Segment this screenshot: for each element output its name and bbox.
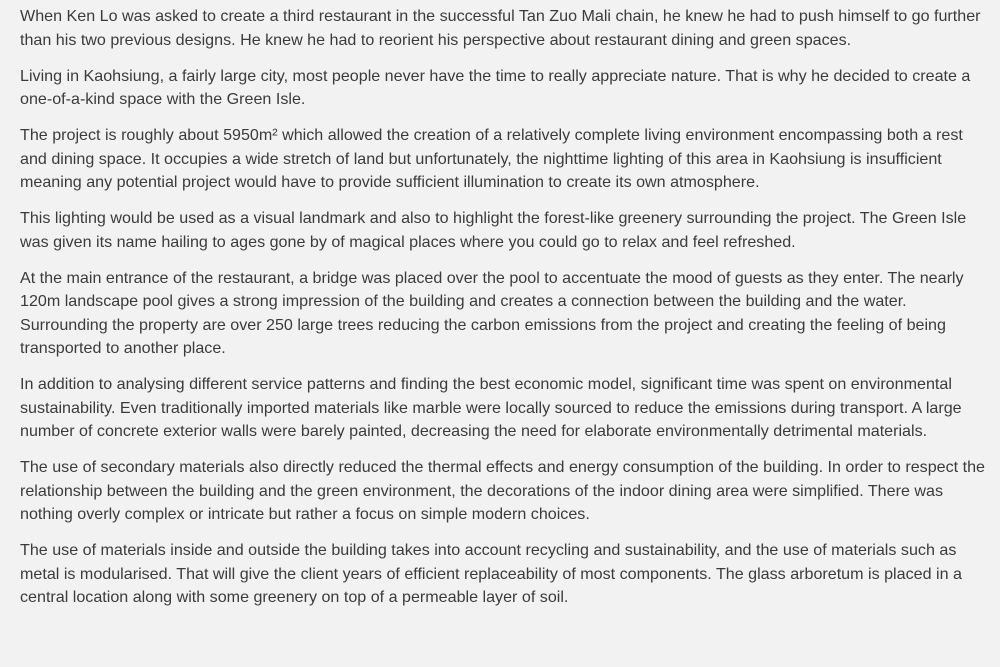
article-paragraph-8: The use of materials inside and outside the building takes into account recycling and sustainability, and the use of materials such as metal is modularised. That will give the client years of efficient replaceability of most components. The glass arboretum is placed in a central location along with some greenery on top of a permeable layer of soil. — [20, 541, 962, 606]
article-paragraph-6: In addition to analysing different service patterns and finding the best economic model, significant time was spent on environmental sustainability. Even traditionally imported materials like marble were locally sourced to reduce the emissions during transport. A large number of concrete exterior walls were barely painted, decreasing the need for elaborate environmentally detrimental materials. — [20, 375, 962, 440]
article-paragraph-2: Living in Kaohsiung, a fairly large city, most people never have the time to really appreciate nature. That is why he decided to create a one-of-a-kind space with the Green Isle. — [20, 66, 971, 108]
article-paragraph-1: When Ken Lo was asked to create a third restaurant in the successful Tan Zuo Mali chain, he knew he had to push himself to go further than his two previous designs. He knew he had to reorient his perspective about restaurant dining and green spaces. — [20, 7, 981, 49]
article-paragraph-5: At the main entrance of the restaurant, a bridge was placed over the pool to accentuate the mood of guests as they enter. The nearly 120m landscape pool gives a strong impression of the building and creates a connection between the building and the water. Surrounding the property are over 250 large trees reducing the carbon emissions from the project and creating the feeling of being transported to another place. — [20, 268, 964, 357]
article-paragraph-3: The project is roughly about 5950m² which allowed the creation of a relatively complete living environment encompassing both a rest and dining space. It occupies a wide stretch of land but unfortunately, the nighttime lighting of this area in Kaohsiung is insufficient meaning any potential project would have to provide sufficient illumination to create its own atmosphere. — [20, 126, 963, 191]
article-paragraph-4: This lighting would be used as a visual landmark and also to highlight the forest-like greenery surrounding the project. The Green Isle was given its name hailing to ages gone by of magical places where you could go to relax and feel refreshed. — [20, 209, 967, 251]
article-paragraph-7: The use of secondary materials also directly reduced the thermal effects and energy consumption of the building. In order to respect the relationship between the building and the green environment, the decorations of the indoor dining area were simplified. There was nothing overly complex or intricate but rather a focus on simple modern choices. — [20, 458, 985, 523]
